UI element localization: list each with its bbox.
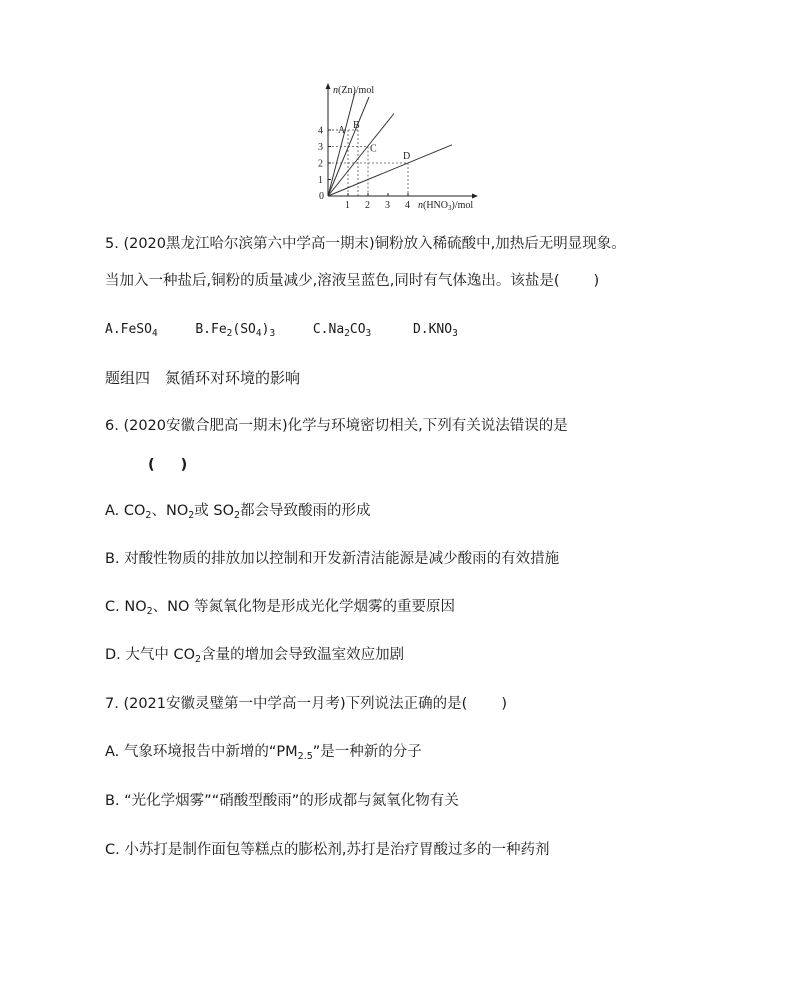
q6-answer-parens: ( ) — [148, 457, 188, 473]
q5-stem-line2: 当加入一种盐后,铜粉的质量减少,溶液呈蓝色,同时有气体逸出。该盐是( ) — [105, 273, 600, 289]
x-tick-label: 2 — [365, 200, 370, 211]
q6-option-b[interactable]: B. 对酸性物质的排放加以控制和开发新清洁能源是减少酸雨的有效措施 — [105, 551, 560, 567]
graph-axes — [326, 83, 479, 199]
point-label-B: B — [353, 120, 360, 131]
q6-stem: 6. (2020安徽合肥高一期末)化学与环境密切相关,下列有关说法错误的是 — [105, 418, 568, 434]
q5-option-c[interactable]: $C.Na_2CO_3$ — [312, 322, 372, 339]
point-label-C: C — [370, 143, 377, 155]
q5-option-b[interactable]: $B.Fe_2(SO_4)_3$ — [195, 322, 276, 339]
origin-label: 0 — [319, 191, 324, 202]
q7-stem: 7. (2021安徽灵璧第一中学高一月考)下列说法正确的是( ) — [105, 696, 507, 712]
x-axis-label: $n(HNO_3)$/mol — [418, 200, 474, 212]
q7-option-c[interactable]: C. 小苏打是制作面包等糕点的膨松剂,苏打是治疗胃酸过多的一种药剂 — [105, 842, 550, 858]
series-line-A — [328, 92, 355, 196]
q7-option-a[interactable]: A. 气象环境报告中新增的“$PM_{2.5}$”是一种新的分子 — [105, 744, 422, 762]
y-tick-label: 3 — [318, 142, 323, 153]
q5-options — [105, 320, 458, 340]
y-tick-label: 2 — [318, 158, 323, 170]
x-tick-label: 1 — [345, 200, 350, 211]
group4-title: 题组四 氮循环对环境的影响 — [105, 369, 301, 387]
series-line-D — [328, 145, 452, 196]
q5-stem-line1: 5. (2020黑龙江哈尔滨第六中学高一期末)铜粉放入稀硫酸中,加热后无明显现象。 — [105, 236, 626, 252]
zn-hno3-graph — [300, 78, 500, 214]
y-tick-label: 4 — [318, 125, 323, 137]
q5-option-a[interactable]: A.FeSO$_4$ — [105, 322, 158, 339]
x-tick-label: 4 — [405, 200, 410, 211]
q5-option-d[interactable]: $D.KNO_3$ — [412, 322, 458, 339]
graph-guides — [328, 130, 411, 196]
x-tick-label: 3 — [385, 200, 390, 211]
q6-option-d[interactable]: D. 大气中 $CO_2$含量的增加会导致温室效应加剧 — [105, 647, 405, 665]
y-axis-label: n(Zn)/mol — [333, 85, 375, 96]
point-label-D: D — [403, 151, 411, 162]
q7-option-b[interactable]: B. “光化学烟雾”“硝酸型酸雨”的形成都与氮氧化物有关 — [105, 793, 459, 809]
y-tick-label: 1 — [318, 175, 323, 186]
graph-lines — [328, 92, 452, 196]
q6-option-a[interactable]: A. $CO_2$、$NO_2$或 $SO_2$都会导致酸雨的形成 — [105, 503, 371, 521]
point-label-A: A — [338, 125, 346, 136]
q6-option-c[interactable]: C. $NO_2$、NO 等氮氧化物是形成光化学烟雾的重要原因 — [105, 599, 456, 617]
